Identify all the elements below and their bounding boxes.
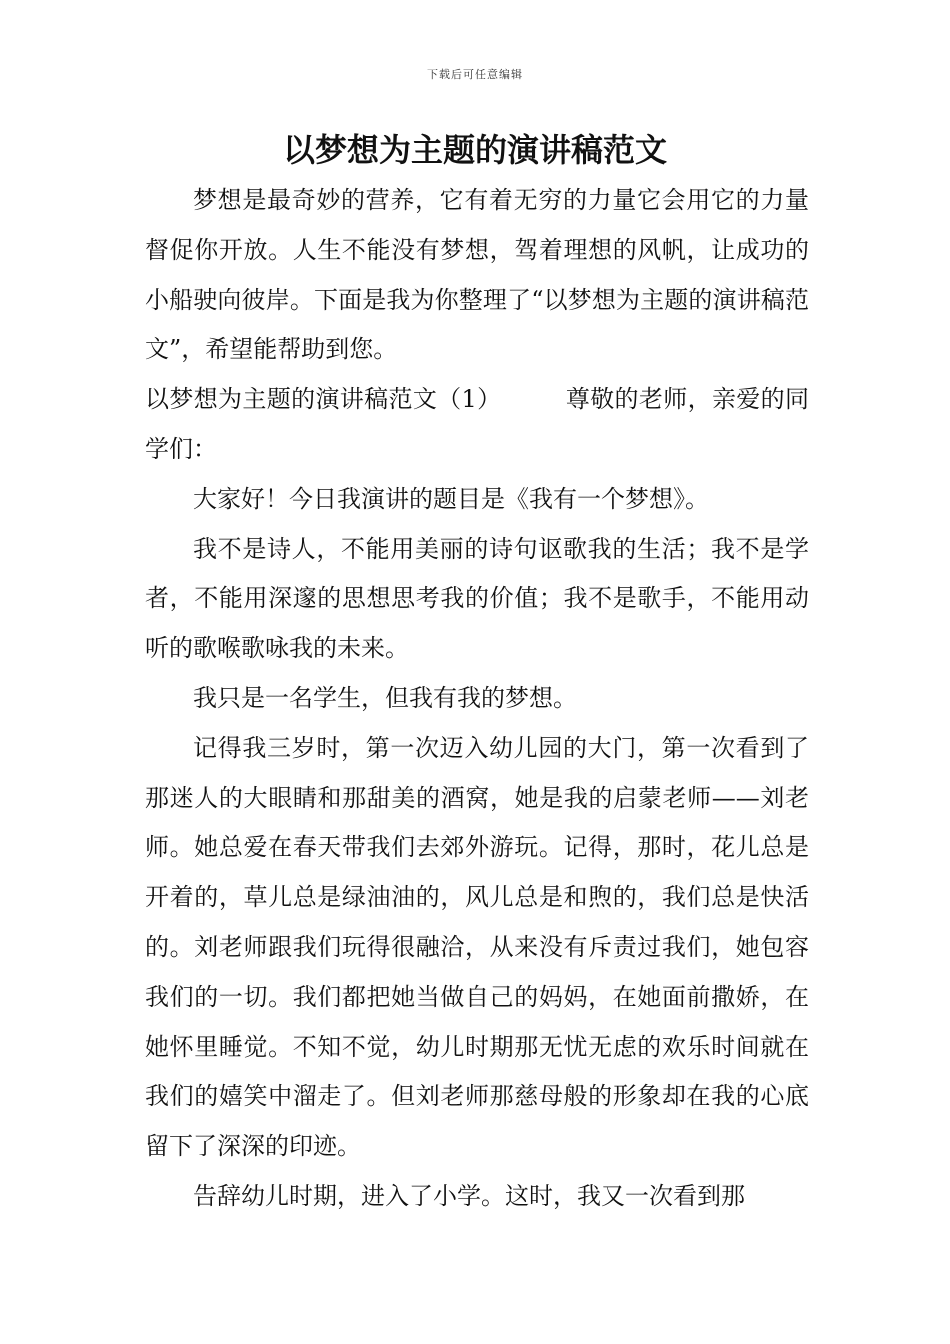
section-heading: 以梦想为主题的演讲稿范文（1） xyxy=(145,385,502,414)
section-heading-line xyxy=(145,375,809,475)
body-paragraph-5: 告辞幼儿时期，进入了小学。这时，我又一次看到那 xyxy=(193,1181,745,1210)
body-paragraph-2: 我不是诗人，不能用美丽的诗句讴歌我的生活；我不是学者，不能用深邃的思想思考我的价值；我不是歌手，不能用动听的歌喉歌咏我的未来。 xyxy=(145,534,809,663)
document-title: 以梦想为主题的演讲稿范文 xyxy=(282,131,667,169)
body-paragraph-3: 我只是一名学生，但我有我的梦想。 xyxy=(193,683,577,712)
page-header-note: 下载后可任意编辑 xyxy=(427,68,523,81)
document-body xyxy=(145,176,809,1222)
body-paragraph-4: 记得我三岁时，第一次迈入幼儿园的大门，第一次看到了那迷人的大眼睛和那甜美的酒窝，她是我的启蒙老师——刘老师。她总爱在春天带我们去郊外游玩。记得，那时，花儿总是开着的，草儿总是绿油油的，风儿总是和煦的，我们总是快活的。刘老师跟我们玩得很融洽，从来没有斥责过我们，她包容我们的一切。我们都把她当做自己的妈妈，在她面前撒娇，在她怀里睡觉。不知不觉，幼儿时期那无忧无虑的欢乐时间就在我们的嬉笑中溜走了。但刘老师那慈母般的形象却在我的心底留下了深深的印迹。 xyxy=(145,733,809,1161)
greeting: 尊敬的老师，亲爱的同学们： xyxy=(145,385,809,463)
body-paragraph-1: 大家好！今日我演讲的题目是《我有一个梦想》。 xyxy=(193,484,709,513)
intro-paragraph: 梦想是最奇妙的营养，它有着无穷的力量它会用它的力量督促你开放。人生不能没有梦想，驾着理想的风帆，让成功的小船驶向彼岸。下面是我为你整理了“以梦想为主题的演讲稿范文”，希望能帮助到您。 xyxy=(145,186,809,364)
